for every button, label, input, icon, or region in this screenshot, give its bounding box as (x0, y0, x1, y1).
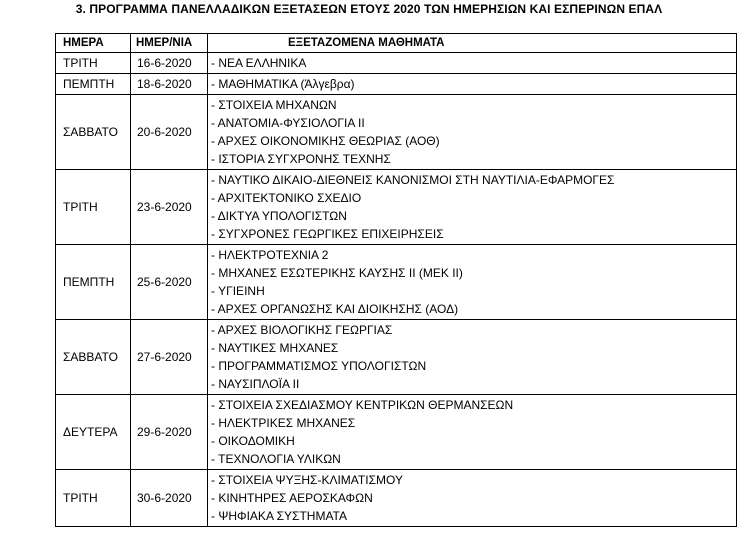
row-date: 25-6-2020 (131, 245, 208, 320)
row-date: 30-6-2020 (131, 470, 208, 527)
row-date: 29-6-2020 (131, 395, 208, 470)
row-subjects (208, 95, 737, 170)
row-subjects (208, 320, 737, 395)
subject-item: - ΜΗΧΑΝΕΣ ΕΣΩΤΕΡΙΚΗΣ ΚΑΥΣΗΣ ΙΙ (ΜΕΚ ΙΙ) (211, 266, 463, 280)
subject-item: - ΗΛΕΚΤΡΙΚΕΣ ΜΗΧΑΝΕΣ (211, 416, 356, 430)
row-day: ΤΡΙΤΗ (56, 53, 131, 74)
header-day: ΗΜΕΡΑ (56, 34, 131, 53)
subject-item: - ΥΓΙΕΙΝΗ (211, 284, 265, 298)
subject-item: - ΨΗΦΙΑΚΑ ΣΥΣΤΗΜΑΤΑ (211, 509, 348, 523)
subject-item: - ΣΥΓΧΡΟΝΕΣ ΓΕΩΡΓΙΚΕΣ ΕΠΙΧΕΙΡΗΣΕΙΣ (211, 227, 444, 241)
row-subjects (208, 245, 737, 320)
row-date: 20-6-2020 (131, 95, 208, 170)
subject-item: - ΝΑΥΣΙΠΛΟΪΑ ΙΙ (211, 377, 300, 391)
row-day: ΤΡΙΤΗ (56, 170, 131, 245)
table-row (56, 74, 737, 95)
row-day: ΣΑΒΒΑΤΟ (56, 320, 131, 395)
row-day: ΔΕΥΤΕΡΑ (56, 395, 131, 470)
subject-item: - ΑΡΧΕΣ ΟΡΓΑΝΩΣΗΣ ΚΑΙ ΔΙΟΙΚΗΣΗΣ (ΑΟΔ) (211, 302, 459, 316)
row-date: 18-6-2020 (131, 74, 208, 95)
table-row (56, 470, 737, 527)
subject-item: - ΑΝΑΤΟΜΙΑ-ΦΥΣΙΟΛΟΓΙΑ ΙΙ (211, 116, 365, 130)
table-row (56, 395, 737, 470)
subject-item: - ΣΤΟΙΧΕΙΑ ΜΗΧΑΝΩΝ (211, 98, 337, 112)
subject-item: - ΔΙΚΤΥΑ ΥΠΟΛΟΓΙΣΤΩΝ (211, 209, 347, 223)
page-title: 3. ΠΡΟΓΡΑΜΜΑ ΠΑΝΕΛΛΑΔΙΚΩΝ ΕΞΕΤΑΣΕΩΝ ΕΤΟΥΣ 2020 ΤΩΝ ΗΜΕΡΗΣΙΩΝ ΚΑΙ ΕΣΠΕΡΙΝΩΝ ΕΠΑΛ (75, 2, 663, 16)
subject-item: - ΑΡΧΕΣ ΒΙΟΛΟΓΙΚΗΣ ΓΕΩΡΓΙΑΣ (211, 323, 393, 337)
subject-item: - ΑΡΧΕΣ ΟΙΚΟΝΟΜΙΚΗΣ ΘΕΩΡΙΑΣ (ΑΟΘ) (211, 134, 440, 148)
subject-item: - ΤΕΧΝΟΛΟΓΙΑ ΥΛΙΚΩΝ (211, 452, 341, 466)
row-subjects (208, 395, 737, 470)
subject-item: - ΝΑΥΤΙΚΟ ΔΙΚΑΙΟ-ΔΙΕΘΝΕΙΣ ΚΑΝΟΝΙΣΜΟΙ ΣΤΗ ΝΑΥΤΙΛΙΑ-ΕΦΑΡΜΟΓΕΣ (211, 173, 615, 187)
table-row (56, 95, 737, 170)
header-subjects: ΕΞΕΤΑΖΟΜΕΝΑ ΜΑΘΗΜΑΤΑ (208, 34, 737, 53)
table-row (56, 320, 737, 395)
subject-item: - ΣΤΟΙΧΕΙΑ ΨΥΞΗΣ-ΚΛΙΜΑΤΙΣΜΟΥ (211, 473, 403, 487)
row-subjects (208, 170, 737, 245)
subject-item: - ΚΙΝΗΤΗΡΕΣ ΑΕΡΟΣΚΑΦΩΝ (211, 491, 373, 505)
row-day: ΣΑΒΒΑΤΟ (56, 95, 131, 170)
table-row (56, 170, 737, 245)
subject-item: - ΜΑΘΗΜΑΤΙΚΑ (Άλγεβρα) (211, 77, 355, 91)
subject-item: - ΑΡΧΙΤΕΚΤΟΝΙΚΟ ΣΧΕΔΙΟ (211, 191, 362, 205)
row-day: ΠΕΜΠΤΗ (56, 245, 131, 320)
row-date: 27-6-2020 (131, 320, 208, 395)
row-subjects (208, 74, 737, 95)
row-subjects (208, 53, 737, 74)
header-row (56, 34, 737, 53)
subject-item: - ΣΤΟΙΧΕΙΑ ΣΧΕΔΙΑΣΜΟΥ ΚΕΝΤΡΙΚΩΝ ΘΕΡΜΑΝΣΕΩΝ (211, 398, 514, 412)
subject-item: - ΠΡΟΓΡΑΜΜΑΤΙΣΜΟΣ ΥΠΟΛΟΓΙΣΤΩΝ (211, 359, 427, 373)
header-date: ΗΜΕΡ/ΝΙΑ (131, 34, 208, 53)
subject-item: - ΝΑΥΤΙΚΕΣ ΜΗΧΑΝΕΣ (211, 341, 339, 355)
table-row (56, 245, 737, 320)
row-date: 16-6-2020 (131, 53, 208, 74)
subject-item: - ΟΙΚΟΔΟΜΙΚΗ (211, 434, 295, 448)
table-row (56, 53, 737, 74)
subject-item: - ΝΕΑ ΕΛΛΗΝΙΚΑ (211, 56, 307, 70)
row-date: 23-6-2020 (131, 170, 208, 245)
subject-item: - ΙΣΤΟΡΙΑ ΣΥΓΧΡΟΝΗΣ ΤΕΧΝΗΣ (211, 152, 391, 166)
row-day: ΠΕΜΠΤΗ (56, 74, 131, 95)
subject-item: - ΗΛΕΚΤΡΟΤΕΧΝΙΑ 2 (211, 248, 329, 262)
row-day: ΤΡΙΤΗ (56, 470, 131, 527)
row-subjects (208, 470, 737, 527)
exam-schedule-table (55, 33, 737, 527)
